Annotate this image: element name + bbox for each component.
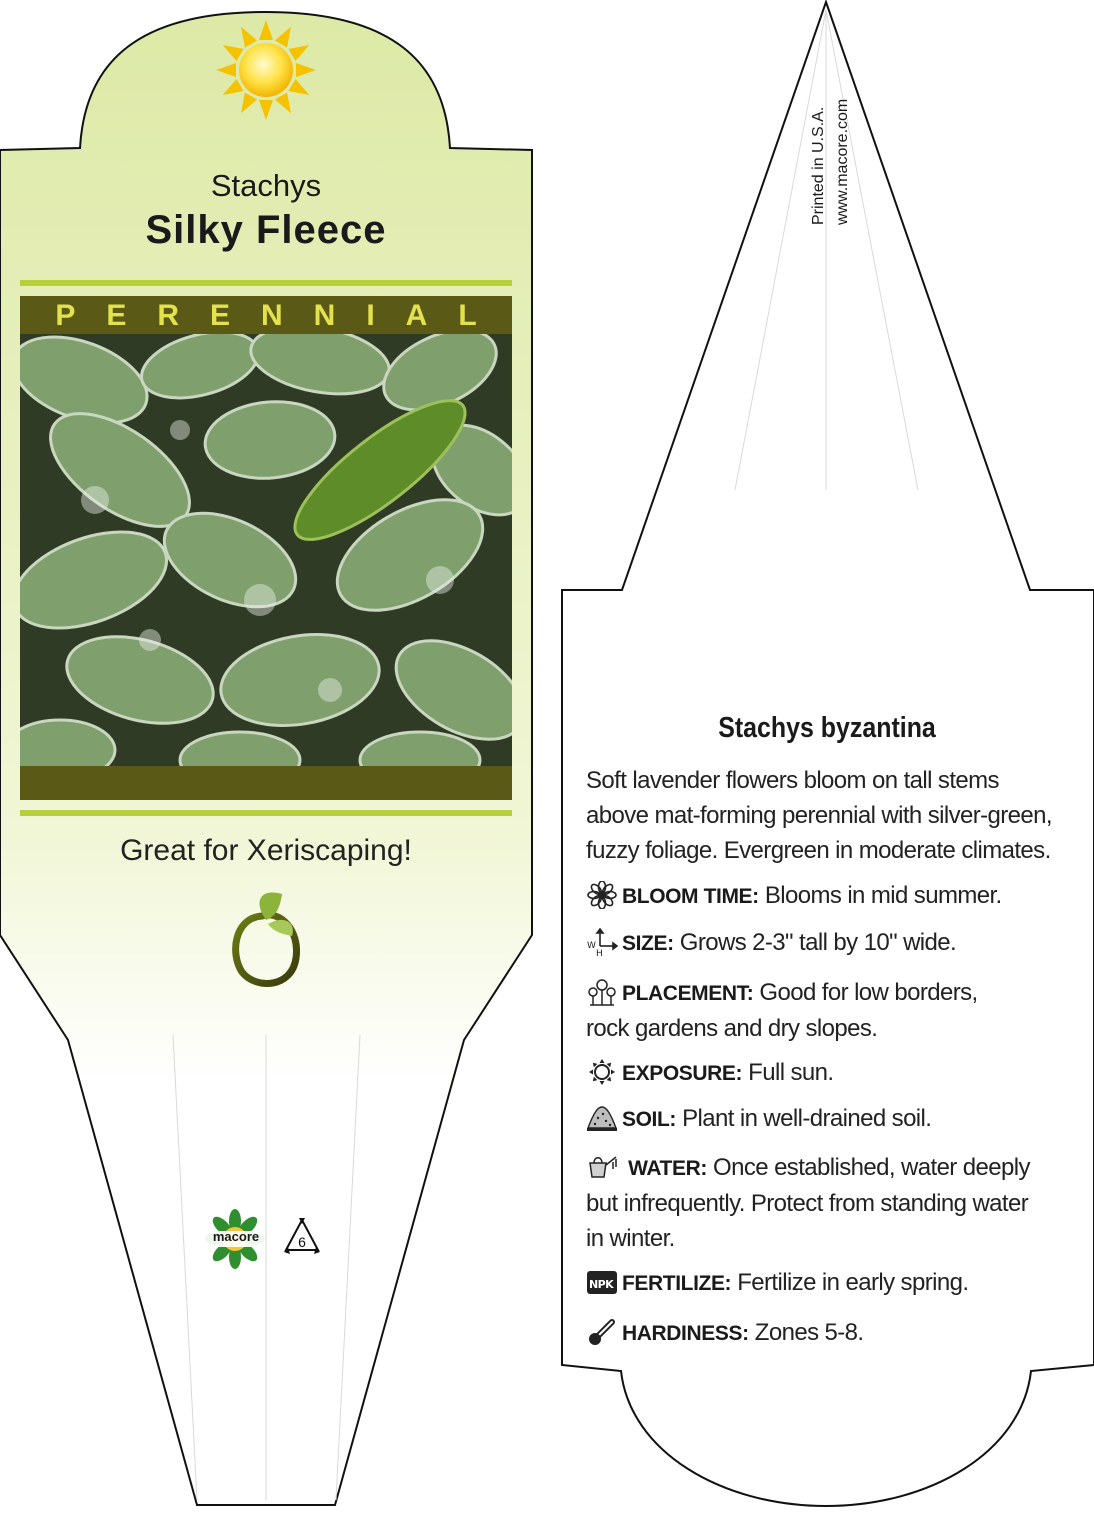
detail-label: SOIL: [622, 1108, 676, 1131]
detail-placement [586, 975, 1026, 1046]
plant-cultivar: Silky Fleece [145, 208, 387, 252]
detail-size [586, 925, 1056, 961]
detail-text: Fertilize in early spring. [737, 1269, 969, 1296]
plant-genus: Stachys [210, 168, 322, 203]
detail-hardiness [586, 1315, 1056, 1351]
detail-text: Good for low borders, rock gardens and dry slopes. [586, 979, 978, 1042]
recycle-code: 6 [298, 1234, 306, 1250]
flower-icon [586, 881, 618, 909]
size-icon-w: W [587, 941, 596, 951]
website-note: www.macore.com [834, 98, 851, 225]
detail-label: BLOOM TIME: [622, 885, 759, 908]
photo-bottom-band [20, 766, 512, 800]
detail-text: Zones 5-8. [754, 1319, 864, 1346]
species-name: Stachys byzantina [718, 712, 936, 744]
detail-fertilize [586, 1265, 1056, 1301]
plant-photo [0, 314, 545, 788]
detail-label: SIZE: [622, 932, 674, 955]
detail-bloom-time [586, 878, 1056, 914]
accent-line-bottom [20, 810, 512, 816]
soil-pile-icon [586, 1104, 618, 1132]
detail-label: HARDINESS: [622, 1322, 749, 1345]
size-icon-h: H [596, 949, 603, 956]
brand-name: macore [212, 1229, 260, 1244]
detail-label: WATER: [628, 1157, 707, 1180]
thermometer-icon [586, 1318, 618, 1346]
npk-bag-icon [586, 1268, 618, 1296]
plant-category: PERENNIAL [55, 299, 508, 332]
size-arrows-icon [586, 928, 618, 956]
watering-can-icon [586, 1153, 618, 1181]
detail-text: Grows 2-3" tall by 10" wide. [679, 929, 957, 956]
placement-plants-icon [586, 978, 618, 1006]
detail-label: PLACEMENT: [622, 982, 754, 1005]
detail-water [586, 1150, 1048, 1256]
detail-text: Once established, water deeply but infrequently. Protect from standing water in winter. [586, 1154, 1030, 1252]
detail-exposure [586, 1055, 1056, 1091]
accent-line-top [20, 280, 512, 286]
printed-in-note: Printed in U.S.A. [810, 106, 827, 225]
detail-soil [586, 1101, 1056, 1137]
plant-description: Soft lavender flowers bloom on tall stems above mat-forming perennial with silver-green, fuzzy foliage. Evergreen in moderate climates. [586, 767, 1052, 864]
sun-outline-icon [586, 1058, 618, 1086]
detail-label: EXPOSURE: [622, 1062, 743, 1085]
detail-text: Full sun. [748, 1059, 834, 1086]
npk-icon-text: NPK [589, 1278, 613, 1291]
detail-text: Plant in well-drained soil. [682, 1105, 932, 1132]
detail-text: Blooms in mid summer. [764, 882, 1002, 909]
detail-label: FERTILIZE: [622, 1272, 732, 1295]
plant-tagline: Great for Xeriscaping! [120, 834, 412, 867]
